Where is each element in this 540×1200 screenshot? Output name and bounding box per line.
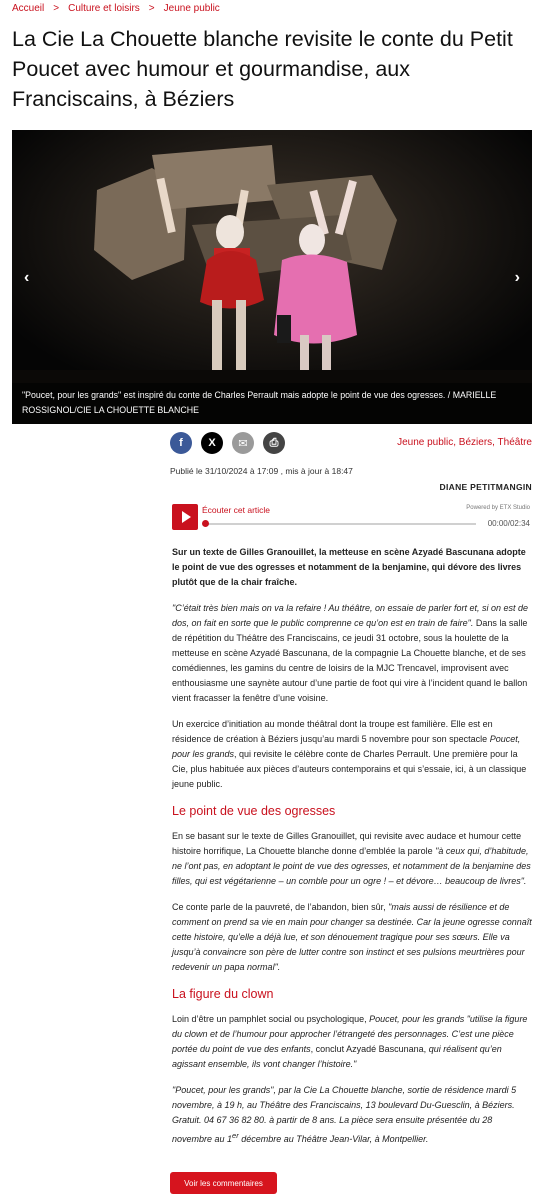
photo-caption: "Poucet, pour les grands" est inspiré du conte de Charles Perrault mais adopte le point de vue des ogresses. / MARIELLE ROSSIGNOL/CIE LA CHOUETTE BLANCHE <box>12 383 532 424</box>
section-heading: La figure du clown <box>172 987 274 1001</box>
hero-photo <box>12 130 532 424</box>
breadcrumb-culture[interactable]: Culture et loisirs <box>68 3 140 14</box>
mail-icon[interactable]: ✉ <box>232 432 254 454</box>
article-paragraph <box>172 900 534 975</box>
publication-date: Publié le 31/10/2024 à 17:09 , mis à jour à 18:47 <box>170 466 353 476</box>
paragraph-text: En se basant sur le texte de Gilles Granouillet, qui revisite avec audace et humour cette histoire horrifique, La Chouette blanche donne d’emblée la parole <box>172 831 522 856</box>
section-heading: Le point de vue des ogresses <box>172 804 336 818</box>
breadcrumb-separator-icon: > <box>53 3 60 14</box>
paragraph-text: Dans la salle de répétition du Théâtre des Franciscains, ce jeudi 31 octobre, sous la houlette de la metteuse en scène Azyadé Bascunana, de la compagnie La Chouette blanche, et de ses comédiennes, les gamins du centre de loisirs de la MJC Trencavel, improvisent avec enthousiasme une saynète autour d’une partie de foot qui vire à l’incident quand le ballon vient fracasser la fenêtre d’une voisine. <box>172 618 528 703</box>
practical-info-text: décembre au Théâtre Jean-Vilar, à Montpellier. <box>238 1134 429 1144</box>
share-bar <box>170 432 285 454</box>
superscript: er <box>232 1131 239 1140</box>
article-paragraph <box>172 1012 534 1072</box>
quote-text: "mais aussi de résilience et de comment on prend sa vie en main pour changer sa destinée. Car la jeune ogresse connaît cette histoire, qu’elle a déjà lue, et son dénouement tragique pour ses sœurs. Elle va jusqu’à convaincre son père de lutter contre son instinct et ses pulsions meurtrières pour redevenir un papa normal". <box>172 902 532 972</box>
paragraph-text: , conclut Azyadé Bascunana, <box>310 1044 429 1054</box>
show-title: Poucet, pour les grands <box>369 1014 465 1024</box>
breadcrumb <box>12 3 220 14</box>
article-paragraph <box>172 829 534 889</box>
facebook-icon[interactable]: f <box>170 432 192 454</box>
article-body <box>172 545 534 1158</box>
quote-text: "à ceux qui, d’habitude, ne l’ont pas, en adoptant le point de vue des ogresses, et notamment de la benjamine des filles, qui est végétarienne – un comble pour un ogre ! – et dévore… beaucoup de livres". <box>172 846 531 886</box>
play-icon[interactable] <box>172 504 198 530</box>
breadcrumb-jeune-public[interactable]: Jeune public <box>163 3 220 14</box>
practical-info-text: "Poucet, pour les grands", par la Cie La Chouette blanche, sortie de résidence mardi 5 novembre, à 19 h, au Théâtre des Franciscains, 13 boulevard Du-Guesclin, à Béziers. Gratuit. 04 67 36 82 80. à partir de 8 ans. La pièce sera ensuite présentée du 28 novembre au 1 <box>172 1085 517 1144</box>
breadcrumb-separator-icon: > <box>148 3 155 14</box>
article-tags[interactable]: Jeune public, Béziers, Théâtre <box>397 437 532 448</box>
audio-progress-track[interactable] <box>204 523 476 525</box>
paragraph-text: Loin d’être un pamphlet social ou psychologique, <box>172 1014 370 1024</box>
listen-label: Écouter cet article <box>202 505 271 515</box>
quote-text: "utilise la figure du clown et de l’humour pour approcher l’étrangeté des personnages. C’est une pièce portée du point de vue des enfants <box>172 1014 528 1054</box>
chevron-left-icon[interactable]: ‹ <box>24 269 30 286</box>
chevron-right-icon[interactable]: › <box>514 269 520 286</box>
audio-progress-handle[interactable] <box>202 520 209 527</box>
practical-info <box>172 1083 534 1147</box>
photo-carousel[interactable] <box>12 130 532 424</box>
page-title: La Cie La Chouette blanche revisite le conte du Petit Poucet avec humour et gourmandise, aux Franciscains, à Béziers <box>12 27 513 111</box>
paragraph-text: Un exercice d’initiation au monde théâtral dont la troupe est familière. Elle est en résidence de création à Béziers jusqu’au mardi 5 novembre pour son spectacle <box>172 719 493 744</box>
author-name: DIANE PETITMANGIN <box>439 482 532 492</box>
show-title: Poucet, pour les grands <box>172 734 521 759</box>
quote-text: qui réalisent qu’en agissant ensemble, ils vont changer l’histoire." <box>172 1044 502 1069</box>
view-comments-button[interactable]: Voir les commentaires <box>170 1172 277 1194</box>
paragraph-text: Ce conte parle de la pauvreté, de l’abandon, bien sûr, <box>172 902 389 912</box>
print-icon[interactable]: ⎙ <box>263 432 285 454</box>
audio-player <box>172 504 532 530</box>
paragraph-text: , qui revisite le célèbre conte de Charles Perrault. Une première pour la Cie, plus habituée aux pièces d’auteurs contemporains et qui s’essaie, ici, à un classique jeune public. <box>172 749 527 789</box>
article-lead: Sur un texte de Gilles Granouillet, la metteuse en scène Azyadé Bascunana adopte le point de vue des ogresses et notamment de la benjamine, qui dévore des livres plutôt que de la chair fraîche. <box>172 547 526 587</box>
breadcrumb-home[interactable]: Accueil <box>12 3 45 14</box>
powered-by-label: Powered by ETX Studio <box>466 505 530 511</box>
quote-text: "C’était très bien mais on va la refaire ! Au théâtre, on essaie de parler fort et, si on est de dos, on fait en sorte que le public comprenne ce qu’on est en train de faire". <box>172 603 529 628</box>
article-paragraph <box>172 717 534 792</box>
x-icon[interactable]: X <box>201 432 223 454</box>
audio-time: 00:00/02:34 <box>487 519 530 528</box>
article-paragraph <box>172 601 534 706</box>
